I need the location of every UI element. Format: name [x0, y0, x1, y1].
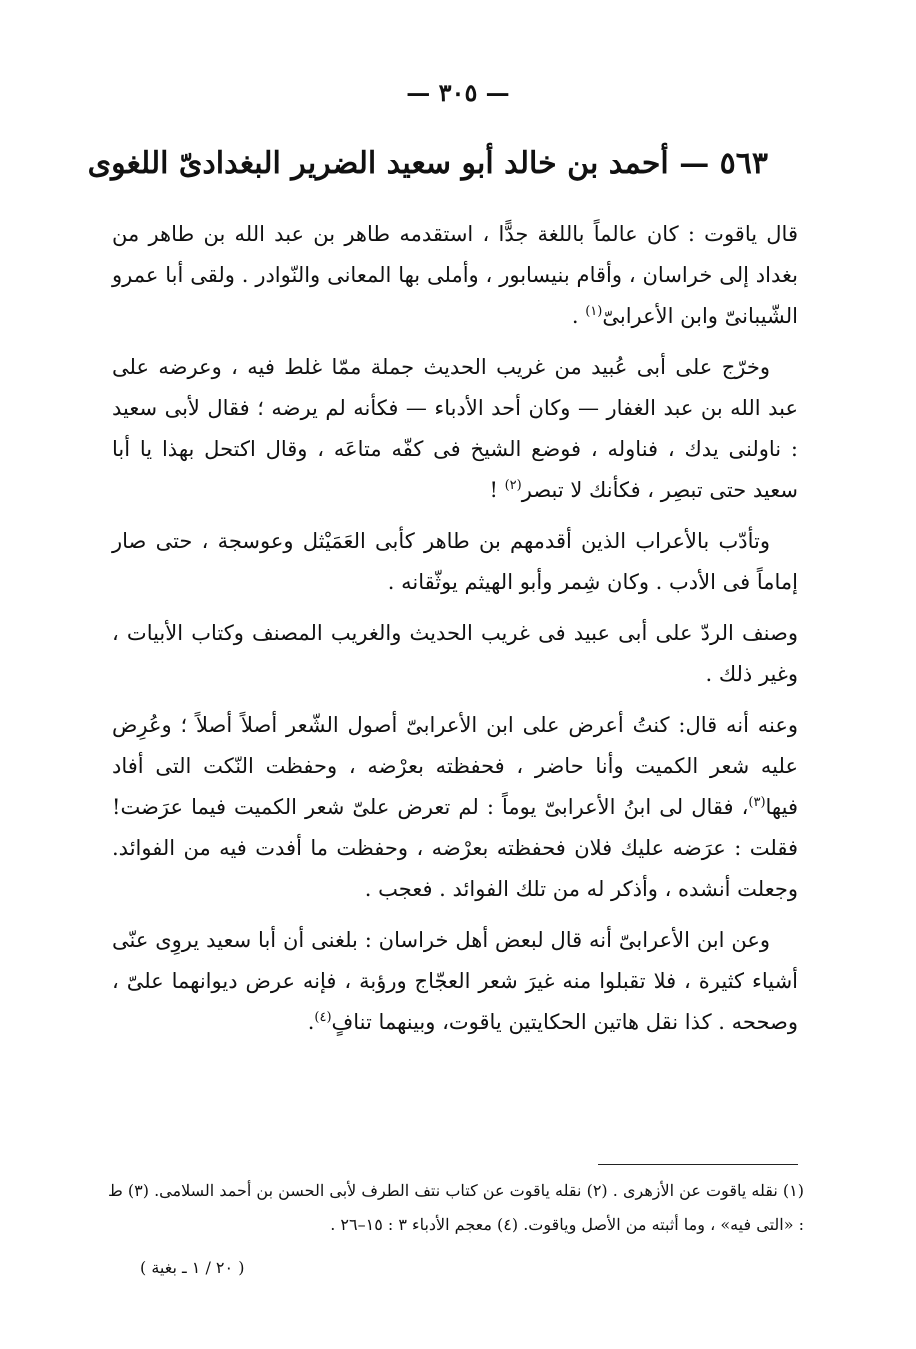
- paragraph: [112, 705, 798, 910]
- paragraph-text: وصنف الردّ على أبى عبيد فى غريب الحديث والغريب المصنف وكتاب الأبيات ، وغير ذلك .: [112, 621, 798, 686]
- footnote-text: (١) نقله ياقوت عن الأزهرى . (٢) نقله ياقوت عن كتاب نتف الطرف لأبى الحسن بن أحمد السلامى. (٣) ط : «التى فيه» ، وما أثبته من الأصل وياقوت. (٤) معجم الأدباء ٣ : ١٥–٢٦ .: [108, 1181, 805, 1234]
- paragraph-text: وعن ابن الأعرابىّ أنه قال لبعض أهل خراسان : بلغنى أن أبا سعيد يروِى عنّى أشياء كثيرة ، فلا تقبلوا منه غيرَ شعر العجّاج ورؤبة ، فإنه عرض ديوانهما علىّ ، وصححه . كذا نقل هاتين الحكايتين ياقوت، وبينهما تنافٍ: [112, 928, 798, 1034]
- paragraph: [112, 214, 798, 337]
- paragraph-tail: !: [489, 478, 505, 502]
- footnote-ref: (٢): [504, 478, 522, 493]
- footnotes: [108, 1174, 804, 1242]
- printer-signature-mark: ( ٢٠ / ١ ـ بغية ): [140, 1258, 245, 1277]
- paragraph-tail: .: [571, 304, 586, 328]
- paragraph: [112, 347, 798, 511]
- footnote-ref: (١): [585, 304, 603, 319]
- paragraph-tail: ، فقال لى ابنُ الأعرابىّ يوماً : لم تعرض علىّ شعر الكميت فيما عرَضت! فقلت : عرَضه عليك فلان فحفظته بعرْضه ، وحفظت ما أفدت فيه من الفوائد. وجعلت أنشده ، وأذكر له من تلك الفوائد . فعجب .: [112, 795, 798, 901]
- entry-title: ٥٦٣ — أحمد بن خالد أبو سعيد الضرير البغدادىّ اللغوى: [87, 146, 768, 181]
- footnote-divider: [598, 1164, 798, 1165]
- paragraph-text: قال ياقوت : كان عالماً باللغة جدًّا ، استقدمه طاهر بن عبد الله بن طاهر من بغداد إلى خراسان ، وأقام بنيسابور ، وأملى بها المعانى والنّوادر . ولقى أبا عمرو الشّيبانىّ وابن الأعرابىّ: [112, 222, 798, 328]
- paragraph: [112, 920, 798, 1043]
- paragraph-text: وعنه أنه قال: كنتُ أعرض على ابن الأعرابىّ أصول الشّعر أصلاً أصلاً ؛ وعُرِض عليه شعر الكميت وأنا حاضر ، فحفظته بعرْضه ، وحفظت النّكت التى أفاد فيها: [112, 713, 798, 819]
- paragraph: [112, 521, 798, 603]
- paragraph-text: وخرّج على أبى عُبيد من غريب الحديث جملة ممّا غلط فيه ، وعرضه على عبد الله بن عبد الغفار — وكان أحد الأدباء — فكأنه لم يرضه ؛ فقال لأبى سعيد : ناولنى يدك ، فناوله ، فوضع الشيخ فى كفّه متاعَه ، وقال اكتحل بهذا يا أبا سعيد حتى تبصِر ، فكأنك لا تبصر: [112, 355, 798, 502]
- paragraph: [112, 613, 798, 695]
- paragraph-tail: .: [307, 1010, 315, 1034]
- paragraph-text: وتأدّب بالأعراب الذين أقدمهم بن طاهر كأبى العَمَيْثل وعوسجة ، حتى صار إماماً فى الأدب . وكان شِمر وأبو الهيثم يوثّقانه .: [112, 529, 798, 594]
- body-text: [112, 214, 798, 1053]
- footnote-ref: (٣): [748, 795, 766, 810]
- page-number: — ٣٠٥ —: [406, 78, 510, 107]
- footnote-ref: (٤): [314, 1010, 332, 1025]
